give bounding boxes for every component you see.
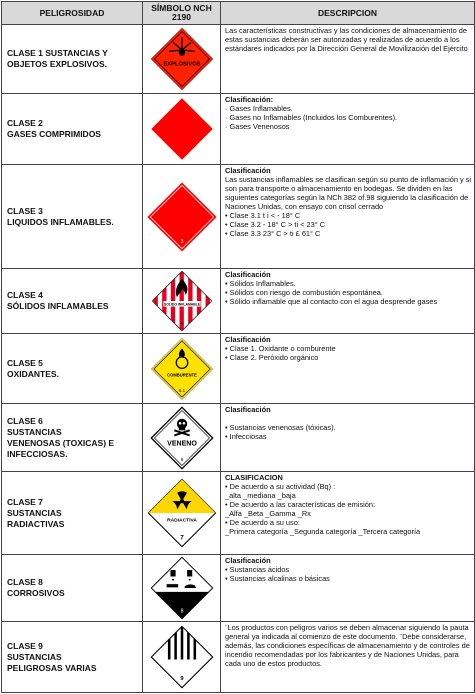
class-title: CLASE 2 [7,118,43,128]
list-item: • De acuerdo a las características de emisión: [225,500,376,509]
symbol-number: 7 [179,534,184,542]
symbol-number: 4 [180,320,183,326]
header-descripcion: DESCRIPCION [221,2,475,25]
description-heading: Clasificación [225,335,271,344]
symbol-cell [143,94,221,165]
symbol-cell [143,165,221,269]
radioactive-icon [147,478,217,548]
class-cell [2,622,143,693]
header-peligrosidad: PELIGROSIDAD [2,2,143,25]
miscellaneous-icon [150,625,214,689]
hazard-classification-table [1,1,475,693]
table-row [2,269,475,334]
class-title: SUSTANCIAS [7,651,62,662]
class-cell [2,269,143,334]
list-item: • Infecciosas [225,432,267,441]
list-item: _Primera categoría _Segunda categoría _Tercera categoría [225,527,421,536]
class-cell [2,94,143,165]
oxidizer-icon [150,337,214,401]
class-title: OBJETOS EXPLOSIVOS. [7,59,107,69]
list-item: _Alfa _Beta _Gamma _Rx [225,509,311,518]
description-cell [221,25,475,94]
table-row [2,165,475,269]
description-cell [221,269,475,334]
table-row [2,334,475,404]
table-row [2,404,475,472]
description-text: Las características constructivas y las condiciones de almacenamiento de estas sustancias deberán ser autorizadas y realizadas de acuerdo a los estándares indicados por la Dirección General de Movilización del Ejército [225,26,468,53]
class-title: CLASE 1 SUSTANCIAS Y [7,48,108,58]
class-title: CLASE 8 [7,577,43,587]
class-title: CLASE 5 [7,357,43,368]
table-row [2,94,475,165]
list-item: • Sustancias venenosas (tóxicas). [225,423,336,432]
list-item: • Clase 2. Peróxido orgánico [225,353,319,362]
class-title: SUSTANCIAS [7,426,62,437]
list-item: • Clase 3.2 - 18° C > ti < 23° C [225,220,326,229]
compressed-gas-icon [150,97,214,161]
class-title: INFECCIOSAS. [7,448,68,459]
description-heading: Clasificación [225,166,271,175]
symbol-number: 5.1 [178,387,185,393]
class-title: PELIGROSAS VARIAS [7,662,97,673]
description-cell [221,165,475,269]
symbol-cell [143,269,221,334]
description-text: Las sustancias inflamables se clasifican según su punto de inflamación y si son para transporte o almacenamiento en bodegas. Se dividen en las siguientes categorías según la NCh 382 of.98 siguiendo la clasificación de Naciones Unidas, con ensayo con crisol cerrado [225,175,472,211]
class-cell [2,555,143,622]
corrosive-icon [150,556,214,620]
symbol-cell [143,25,221,94]
class-cell [2,404,143,472]
class-title: CLASE 4 [7,290,43,300]
class-title: CORROSIVOS [7,588,65,598]
symbol-label: RADIACTIVA [166,518,197,524]
class-title: CLASE 9 [7,640,43,651]
class-title: CLASE 6 [7,415,43,426]
description-heading: Clasificación [225,270,271,279]
table-row [2,25,475,94]
description-cell [221,334,475,404]
list-item: • Sólidos con riesgo de combustión espontánea. [225,288,383,297]
table-row [2,622,475,693]
table-row [2,555,475,622]
class-title: OXIDANTES. [7,368,59,379]
list-item: • Sólidos Inflamables. [225,279,296,288]
description-heading: Clasificación: [225,95,274,104]
class-cell [2,472,143,555]
symbol-cell [143,555,221,622]
description-cell [221,622,475,693]
list-item: • De acuerdo a su actividad (Bq) : [225,482,336,491]
description-cell [221,94,475,165]
class-title: CLASE 7 [7,496,43,507]
flammable-liquid-icon [146,181,218,253]
list-item: • Clase 3.1 t i < - 18° C [225,211,301,220]
class-title: VENENOSAS (TOXICAS) E [7,437,115,448]
class-cell [2,165,143,269]
symbol-label: COMBURENTE [166,372,197,378]
list-item: • Sustancias ácidos [225,565,290,574]
symbol-label: VENENO [166,440,197,448]
description-cell [221,555,475,622]
description-heading: Clasificación [225,556,271,565]
list-item: · Gases Inflamables. [225,104,293,113]
symbol-cell [143,472,221,555]
symbol-number: 6 [180,456,183,462]
list-item: • Sustancias alcalinas o básicas [225,574,330,583]
symbol-cell [143,404,221,472]
toxic-skull-icon [150,406,214,470]
explosive-icon [150,27,214,91]
list-item: · Gases Venenosos [225,122,290,131]
list-item: • Clase 3.3 23° C > ti £ 61° C [225,229,321,238]
list-item: • Sólido inflamable que al contacto con el agua desprende gases [225,297,438,306]
class-title: GASES COMPRIMIDOS [7,129,101,139]
list-item: · Gases no Inflamables (Incluidos los Comburentes). [225,113,398,122]
description-cell [221,404,475,472]
flammable-solid-icon [151,270,213,332]
symbol-number: 3 [180,238,183,245]
symbol-label: EXPLOSIVOS [162,61,201,68]
class-title: RADIACTIVAS [7,518,65,529]
description-text: ¨Los productos con peligros varios se deben almacenar siguiendo la pauta general ya indicada al comienzo de este documento. ¨Debe considerarse, además, las condiciones específicas de almacenamiento y de controles de incendio recomendadas por los fabricantes y de Naciones Unidas, para cada uno de estos productos. [225,623,470,668]
list-item: • Clase 1. Oxidante o comburente [225,344,336,353]
symbol-number: 8 [180,608,183,615]
class-title: SÓLIDOS INFLAMABLES [7,301,109,311]
header-simbolo: SÍMBOLO NCH 2190 [143,2,221,25]
table-header-row [2,2,475,25]
symbol-cell [143,334,221,404]
class-title: LIQUIDOS INFLAMABLES. [7,216,114,227]
description-cell [221,472,475,555]
class-cell [2,25,143,94]
symbol-number: 9 [179,676,184,683]
symbol-cell [143,622,221,693]
table-row [2,472,475,555]
description-heading: CLASIFICACION [225,473,283,482]
description-heading: Clasificación [225,405,271,414]
list-item: _alta _mediana _baja [225,491,296,500]
class-cell [2,334,143,404]
symbol-label: SOLIDO INFLAMABLE [163,302,200,307]
list-item: • De acuerdo a su uso: [225,518,300,527]
class-title: CLASE 3 [7,205,43,216]
class-title: SUSTANCIAS [7,507,62,518]
